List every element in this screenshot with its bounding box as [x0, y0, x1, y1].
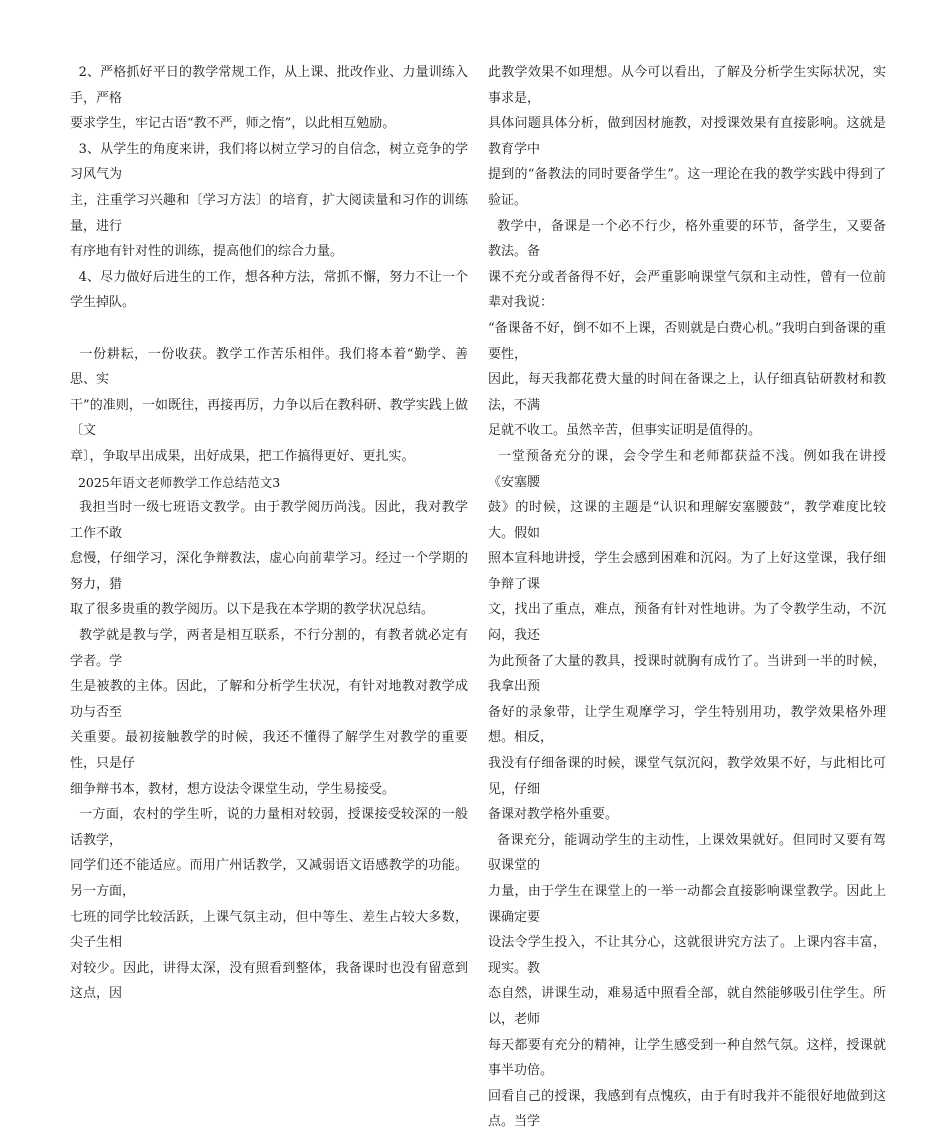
text-line: 2025年语文老师教学工作总结范文3 — [70, 474, 281, 490]
text-line: 我没有仔细备课的时候，课堂气氛沉闷，教学效果不好，与此相比可见，仔细 — [488, 756, 886, 797]
text-line: 为此预备了大量的教具，授课时就胸有成竹了。当讲到一半的时候，我拿出预 — [488, 653, 886, 695]
text-line: “备课备不好，倒不如不上课，否则就是白费心机。”我明白到备课的重要性， — [488, 320, 886, 362]
text-line: 足就不收工。虽然辛苦，但事实证明是值得的。 — [488, 423, 762, 439]
text-line: 具体问题具体分析，做到因材施教，对授课效果有直接影响。这就是教育学中 — [488, 116, 886, 157]
text-line — [70, 321, 74, 336]
paragraph — [70, 623, 468, 802]
text-line: 照本宣科地讲授，学生会感到困难和沉闷。为了上好这堂课，我仔细争辩了课 — [488, 551, 886, 592]
text-line: 备好的录象带，让学生观摩学习，学生特别用功，教学效果格外理想。相反， — [488, 704, 886, 746]
paragraph — [70, 495, 468, 623]
paragraph — [488, 214, 886, 444]
paragraph — [70, 802, 468, 1007]
text-line: 备课充分，能调动学生的主动性，上课效果就好。但同时又要有驾驭课堂的 — [488, 832, 886, 874]
text-line: 3、从学生的角度来讲，我们将以树立学习的自信念，树立竞争的学习风气为 — [70, 141, 468, 183]
text-line: 细争辩书本，教材，想方设法令课堂生动，学生易接受。 — [70, 781, 396, 797]
text-line: 章〕，争取早出成果，出好成果，把工作搞得更好、更扎实。 — [70, 448, 415, 464]
text-line: 此教学效果不如理想。从今可以看出，了解及分析学生实际状况，实事求是， — [488, 65, 886, 106]
text-line: 怠慢，仔细学习，深化争辩教法，虚心向前辈学习。经过一个学期的努力，猎 — [70, 551, 468, 592]
text-line: 一堂预备充分的课，会令学生和老师都获益不浅。例如我在讲授《安塞腰 — [488, 448, 886, 490]
text-line: 2、严格抓好平日的教学常规工作，从上课、批改作业、力量训练入手，严格 — [70, 65, 468, 106]
text-line: 要求学生，牢记古语“教不严，师之惰”，以此相互勉励。 — [70, 116, 396, 132]
paragraph — [70, 265, 468, 316]
paragraph — [70, 316, 468, 342]
paragraph — [70, 60, 468, 137]
text-line: 备课对教学格外重要。 — [488, 807, 619, 823]
text-line: 教学中，备课是一个必不行少，格外重要的环节，备学生，又要备教法。备 — [488, 218, 886, 260]
text-line: 有序地有针对性的训练，提高他们的综合力量。 — [70, 244, 344, 260]
text-line: 回看自己的授课，我感到有点愧疚，由于有时我并不能很好地做到这点。当学 — [488, 1088, 886, 1130]
paragraph — [70, 342, 468, 470]
right-column — [488, 60, 886, 1135]
text-line: 提到的“备教法的同时要备学生”。这一理论在我的教学实践中得到了验证。 — [488, 167, 886, 208]
text-line: 教学就是教与学，两者是相互联系，不行分割的，有教者就必定有学者。学 — [70, 628, 468, 669]
text-line: 4、尽力做好后进生的工作，想各种方法，常抓不懈，努力不让一个学生掉队。 — [70, 269, 468, 311]
text-line: 设法令学生投入，不让其分心，这就很讲究方法了。上课内容丰富，现实。教 — [488, 935, 886, 976]
paragraph — [488, 60, 886, 214]
left-column — [70, 60, 468, 1007]
text-line: 文，找出了重点，难点，预备有针对性地讲。为了令教学生动，不沉闷，我还 — [488, 602, 886, 644]
text-line: 七班的同学比较活跃，上课气氛主动，但中等生、差生占较大多数，尖子生相 — [70, 909, 468, 951]
text-line: 干”的准则，一如既往，再接再厉，力争以后在教科研、教学实践上做〔文 — [70, 397, 468, 439]
text-line: 生是被教的主体。因此，了解和分析学生状况，有针对地教对教学成功与否至 — [70, 679, 468, 720]
text-line: 课不充分或者备得不好，会严重影响课堂气氛和主动性，曾有一位前辈对我说： — [488, 269, 886, 311]
paragraph — [70, 137, 468, 265]
section-heading — [70, 470, 468, 496]
text-line: 因此，每天我都花费大量的时间在备课之上，认仔细真钻研教材和教法，不满 — [488, 372, 886, 413]
text-line: 同学们还不能适应。而用广州话教学，又减弱语文语感教学的功能。另一方面， — [70, 858, 468, 899]
text-line: 主，注重学习兴趣和〔学习方法〕的培育，扩大阅读量和习作的训练量，进行 — [70, 192, 468, 234]
text-line: 态自然，讲课生动，难易适中照看全部，就自然能够吸引住学生。所以，老师 — [488, 986, 886, 1027]
text-line: 关重要。最初接触教学的时候，我还不懂得了解学生对教学的重要性，只是仔 — [70, 730, 468, 772]
text-line: 每天都要有充分的精神，让学生感受到一种自然气氛。这样，授课就事半功倍。 — [488, 1037, 886, 1079]
text-line: 取了很多贵重的教学阅历。以下是我在本学期的教学状况总结。 — [70, 602, 435, 618]
paragraph — [488, 828, 886, 1135]
text-line: 一份耕耘，一份收获。教学工作苦乐相伴。我们将本着“勤学、善思、实 — [70, 346, 468, 388]
text-line: 力量，由于学生在课堂上的一举一动都会直接影响课堂教学。因此上课确定要 — [488, 884, 886, 925]
text-line: 我担当时一级七班语文教学。由于教学阅历尚浅。因此，我对教学工作不敢 — [70, 500, 468, 541]
text-line: 对较少。因此，讲得太深，没有照看到整体，我备课时也没有留意到这点，因 — [70, 960, 468, 1002]
text-line: 一方面，农村的学生听，说的力量相对较弱，授课接受较深的一般话教学， — [70, 807, 468, 848]
text-line: 鼓》的时候，这课的主题是“认识和理解安塞腰鼓”，教学难度比较大。假如 — [488, 500, 886, 541]
paragraph — [488, 444, 886, 828]
